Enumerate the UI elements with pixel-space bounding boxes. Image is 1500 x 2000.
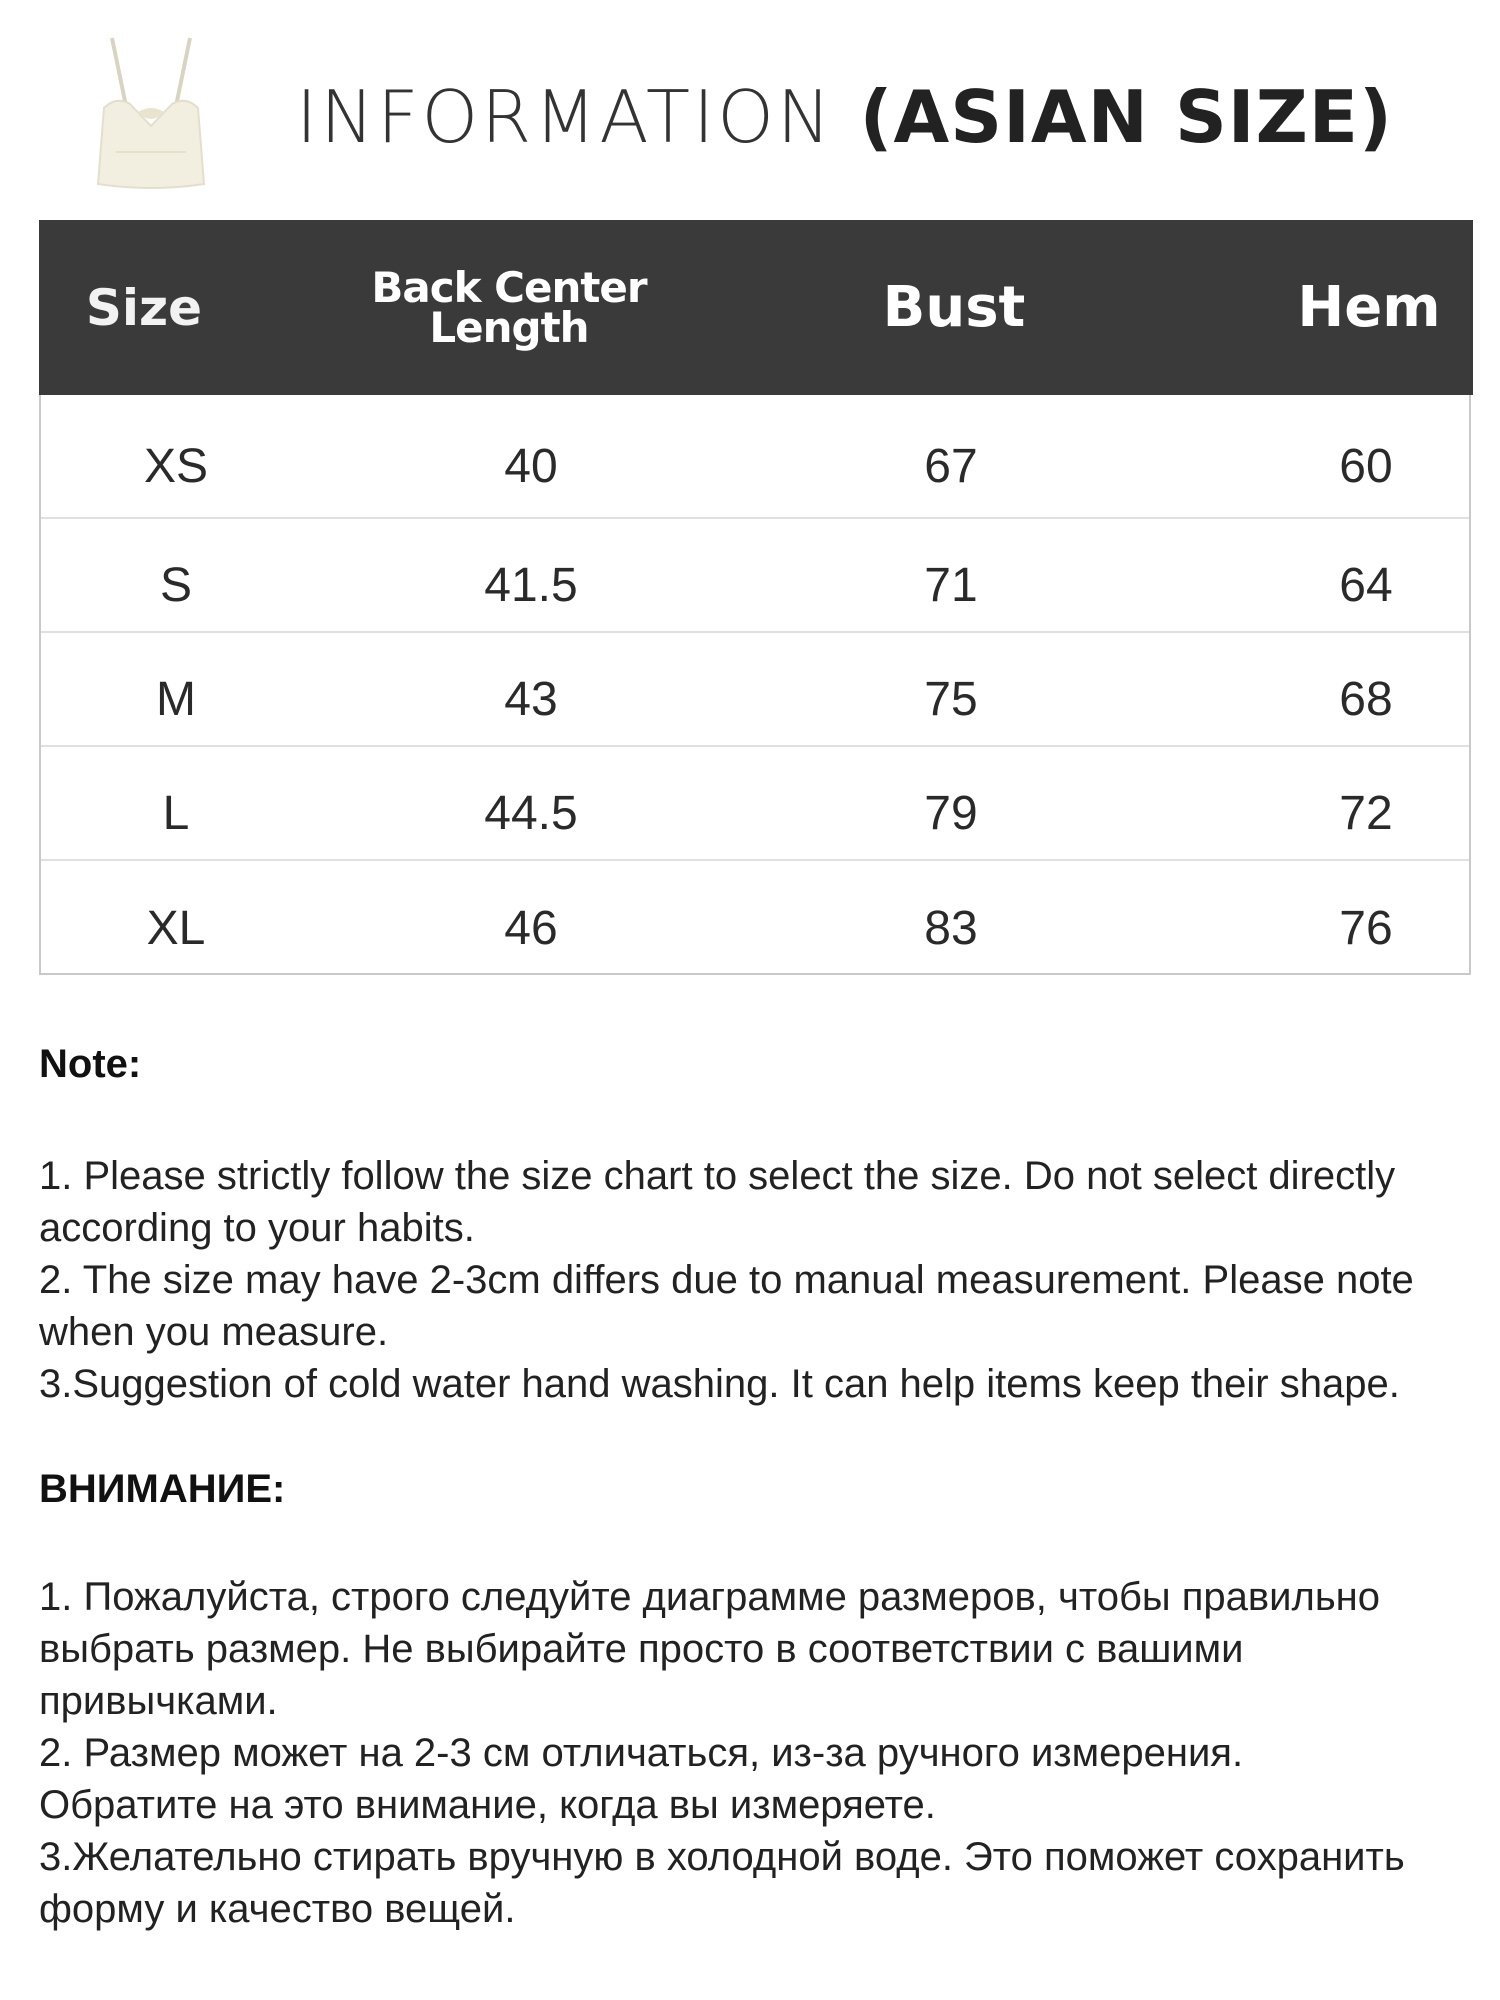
note-line: according to your habits. (39, 1206, 475, 1250)
cell-size: XS (143, 439, 209, 493)
cell-size: L (162, 786, 190, 840)
notes-russian (39, 1463, 1479, 1935)
header-bust: Bust (882, 275, 1026, 340)
cell-bust: 79 (924, 786, 978, 840)
cell-bust: 83 (924, 901, 978, 955)
cell-hem: 64 (1339, 558, 1393, 612)
cell-bust: 71 (924, 558, 978, 612)
table-row (41, 861, 1469, 975)
table-header (39, 220, 1473, 395)
table-row (41, 747, 1469, 861)
table-row (41, 395, 1469, 519)
cell-length: 46 (504, 901, 558, 955)
cell-length: 44.5 (484, 786, 578, 840)
cell-hem: 72 (1339, 786, 1393, 840)
page-title (296, 72, 1393, 162)
header-length-line1: Back Center (371, 262, 647, 312)
cell-length: 40 (504, 439, 558, 493)
notes-list-ru (39, 1571, 1479, 1935)
note-line-ru: 2. Размер может на 2-3 см отличаться, из-за ручного измерения. (39, 1731, 1244, 1775)
note-line: 1. Please strictly follow the size chart to select the size. Do not select directly (39, 1154, 1396, 1198)
cell-size: XL (146, 901, 206, 955)
note-line-ru: 3.Желательно стирать вручную в холодной воде. Это поможет сохранить (39, 1835, 1405, 1879)
title-bold: (ASIAN SIZE) (859, 75, 1393, 159)
note-line: 2. The size may have 2-3cm differs due to manual measurement. Please note (39, 1258, 1414, 1302)
cell-bust: 67 (924, 439, 978, 493)
note-line-ru: выбрать размер. Не выбирайте просто в соответствии с вашими (39, 1627, 1244, 1671)
table-row (41, 519, 1469, 633)
size-chart-table (39, 220, 1471, 975)
header-length-line2: Length (429, 302, 589, 352)
note-line-ru: Обратите на это внимание, когда вы измеряете. (39, 1783, 936, 1827)
cell-hem: 60 (1339, 439, 1393, 493)
cell-length: 41.5 (484, 558, 578, 612)
note-line-ru: 1. Пожалуйста, строго следуйте диаграмме размеров, чтобы правильно (39, 1575, 1381, 1619)
table-row (41, 633, 1469, 747)
camisole-product-image (76, 34, 226, 194)
cell-size: M (156, 672, 196, 726)
header-size: Size (85, 278, 203, 337)
note-line: 3.Suggestion of cold water hand washing. It can help items keep their shape. (39, 1362, 1400, 1406)
notes-list (39, 1150, 1479, 1410)
note-line: when you measure. (39, 1310, 389, 1354)
cell-bust: 75 (924, 672, 978, 726)
header-hem: Hem (1297, 275, 1441, 340)
notes-english (39, 1038, 1479, 1410)
cell-size: S (159, 558, 192, 612)
note-line-ru: форму и качество вещей. (39, 1887, 516, 1931)
title-light: INFORMATION (296, 75, 860, 159)
table-body (41, 395, 1469, 975)
page-header (0, 0, 1500, 220)
header-back-center-length (339, 220, 679, 395)
cell-hem: 68 (1339, 672, 1393, 726)
cell-length: 43 (504, 672, 558, 726)
notes-heading: Note: (39, 1042, 142, 1086)
note-line-ru: привычками. (39, 1679, 278, 1723)
cell-hem: 76 (1339, 901, 1393, 955)
notes-heading-ru: ВНИМАНИЕ: (39, 1467, 286, 1511)
